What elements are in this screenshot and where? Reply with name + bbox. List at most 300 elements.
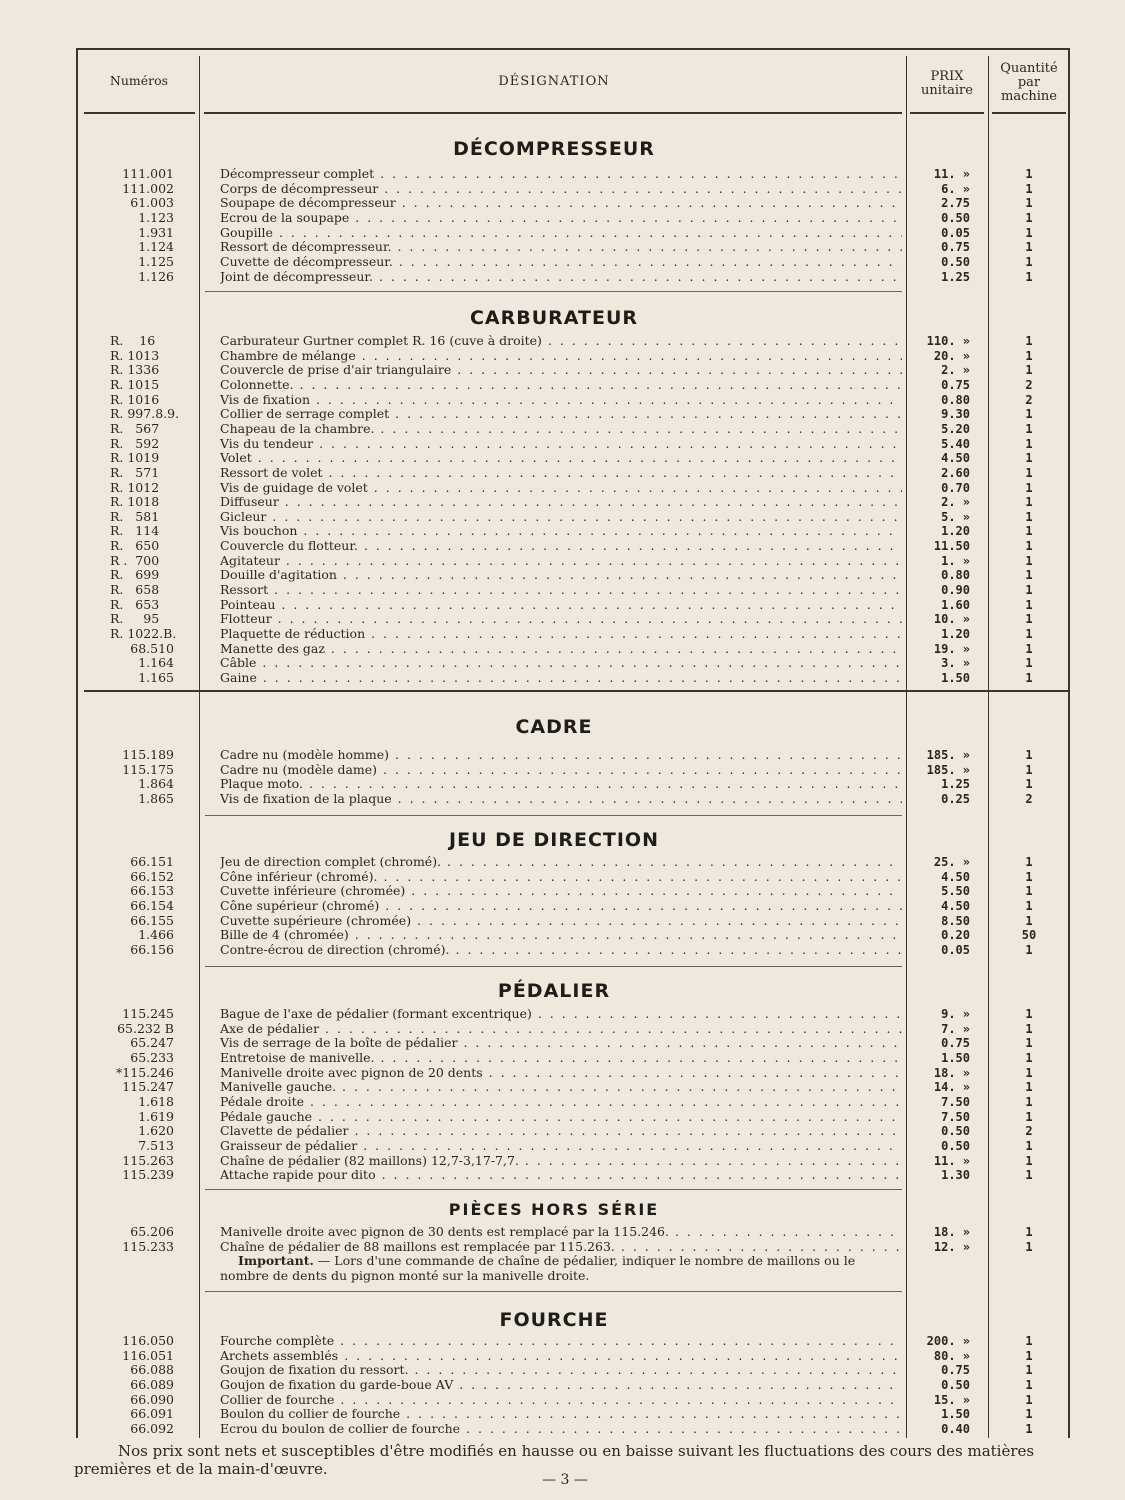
table-row	[0, 554, 1125, 569]
part-number: R. 1016	[110, 391, 160, 407]
header-rule	[992, 112, 1066, 114]
unit-price: 185. »	[926, 748, 970, 762]
quantity: 1	[1025, 1153, 1033, 1168]
section-divider	[205, 1189, 902, 1190]
unit-price: 15. »	[933, 1392, 970, 1407]
table-row	[0, 539, 1125, 554]
table-row	[0, 671, 1125, 686]
part-designation: Ressort de décompresseur. . . .	[220, 240, 902, 255]
table-row	[0, 196, 1125, 211]
part-number: 1.619	[138, 1108, 174, 1124]
part-number: R . 700	[110, 552, 160, 568]
quantity: 1	[1025, 181, 1033, 196]
header-qty-line3: machine	[1001, 89, 1057, 104]
quantity: 2	[1025, 791, 1033, 806]
part-number: 65.206	[130, 1224, 174, 1239]
unit-price: 18. »	[933, 1065, 970, 1080]
part-designation: Vis de guidage de volet . . .	[220, 481, 902, 496]
part-number: 111.001	[122, 166, 174, 181]
part-number: 66.156	[130, 941, 174, 957]
unit-price: 4.50	[941, 869, 970, 884]
quantity: 1	[1025, 1007, 1033, 1021]
part-number: 66.151	[130, 854, 174, 869]
unit-price: 5.20	[941, 421, 970, 436]
part-number: 1.931	[138, 224, 174, 240]
part-number: 66.154	[130, 897, 174, 913]
part-designation: Manivelle droite avec pignon de 20 dents . . .	[220, 1066, 902, 1081]
quantity: 1	[1025, 597, 1033, 612]
section-title: JEU DE DIRECTION	[449, 829, 659, 851]
part-designation: Câble . . .	[220, 656, 902, 671]
part-designation: Cuvette de décompresseur. . . .	[220, 255, 902, 270]
table-row	[0, 1051, 1125, 1066]
part-designation: Vis de fixation de la plaque . . .	[220, 792, 902, 807]
quantity: 1	[1025, 1392, 1033, 1407]
unit-price: 5. »	[941, 509, 970, 524]
unit-price: 0.05	[941, 942, 970, 957]
table-row	[0, 748, 1125, 763]
unit-price: 14. »	[933, 1080, 970, 1095]
table-row	[0, 451, 1125, 466]
unit-price: 4.50	[941, 898, 970, 913]
part-designation: Plaque moto. . . .	[220, 777, 902, 792]
unit-price: 0.50	[941, 1138, 970, 1153]
unit-price: 10. »	[933, 612, 970, 627]
section-divider	[205, 1291, 902, 1292]
header-rule	[910, 112, 984, 114]
part-designation: Pédale gauche . . .	[220, 1110, 902, 1125]
part-designation: Volet . . .	[220, 451, 902, 466]
part-designation: Chaîne de pédalier de 88 maillons est remplacée par 115.263. . . .	[220, 1240, 902, 1255]
part-number: R. 658	[110, 582, 160, 598]
unit-price: 0.25	[941, 791, 970, 806]
quantity: 1	[1025, 583, 1033, 598]
unit-price: 1.50	[941, 670, 970, 685]
part-designation: Jeu de direction complet (chromé). . . .	[220, 855, 902, 870]
quantity: 1	[1025, 348, 1033, 363]
table-row	[0, 510, 1125, 525]
quantity: 1	[1025, 480, 1033, 495]
quantity: 2	[1025, 1124, 1033, 1139]
unit-price: 2. »	[941, 363, 970, 378]
part-number: 1.620	[138, 1123, 174, 1139]
part-number: R. 592	[110, 435, 160, 451]
quantity: 1	[1025, 334, 1033, 348]
table-row	[0, 1422, 1125, 1437]
part-designation: Graisseur de pédalier . . .	[220, 1139, 902, 1154]
section-title: PÉDALIER	[497, 980, 611, 1002]
table-row	[0, 1334, 1125, 1349]
quantity: 1	[1025, 269, 1033, 284]
part-number: 66.090	[130, 1391, 174, 1407]
unit-price: 0.20	[941, 928, 970, 943]
part-designation: Corps de décompresseur . . .	[220, 182, 902, 197]
unit-price: 4.50	[941, 451, 970, 466]
part-number: R. 650	[110, 538, 160, 554]
table-row	[0, 792, 1125, 807]
unit-price: 0.75	[941, 377, 970, 392]
table-row	[0, 855, 1125, 870]
table-row	[0, 943, 1125, 958]
table-row	[0, 870, 1125, 885]
unit-price: 0.90	[941, 583, 970, 598]
unit-price: 1.60	[941, 597, 970, 612]
part-designation: Couvercle du flotteur. . . .	[220, 539, 902, 554]
part-designation: Manivelle gauche. . . .	[220, 1080, 902, 1095]
unit-price: 0.50	[941, 254, 970, 269]
table-row	[0, 1363, 1125, 1378]
section-divider	[205, 291, 902, 292]
part-designation: Ressort de volet . . .	[220, 466, 902, 481]
part-number: R. 1336	[110, 362, 160, 378]
part-number: 61.003	[130, 195, 174, 211]
table-row	[0, 1080, 1125, 1095]
quantity: 1	[1025, 524, 1033, 539]
part-designation: Vis du tendeur . . .	[220, 437, 902, 452]
part-number: 1.124	[138, 239, 174, 255]
part-designation: Cuvette supérieure (chromée) . . .	[220, 914, 902, 929]
part-designation: Clavette de pédalier . . .	[220, 1124, 902, 1139]
part-number: R. 16	[110, 333, 156, 348]
quantity: 1	[1025, 254, 1033, 269]
quantity: 1	[1025, 1377, 1033, 1392]
part-number: 1.618	[138, 1093, 174, 1109]
note-text: — Lors d'une commande de chaîne de pédalier, indiquer le nombre de maillons ou le nombre de dents du pignon monté sur la manivelle droite.	[220, 1253, 856, 1283]
table-row	[0, 481, 1125, 496]
header-quantite	[990, 62, 1068, 104]
unit-price: 0.50	[941, 1124, 970, 1139]
table-row	[0, 598, 1125, 613]
part-designation: Joint de décompresseur. . . .	[220, 270, 902, 285]
table-row	[0, 627, 1125, 642]
part-number: *115.246	[116, 1064, 174, 1080]
section-divider	[84, 690, 1068, 692]
section-title: CADRE	[515, 716, 593, 738]
part-number: 66.152	[130, 868, 174, 884]
unit-price: 7.50	[941, 1109, 970, 1124]
table-row	[0, 656, 1125, 671]
part-designation: Contre-écrou de direction (chromé). . . .	[220, 943, 902, 958]
part-number: 1.164	[138, 655, 174, 671]
table-row	[0, 393, 1125, 408]
quantity: 1	[1025, 1168, 1033, 1183]
unit-price: 11. »	[933, 1153, 970, 1168]
table-row	[0, 1022, 1125, 1037]
table-row	[0, 1095, 1125, 1110]
table-row	[0, 612, 1125, 627]
table-row	[0, 1378, 1125, 1393]
table-row	[0, 363, 1125, 378]
part-designation: Vis de serrage de la boîte de pédalier . . .	[220, 1036, 902, 1051]
unit-price: 1.25	[941, 269, 970, 284]
section-title: CARBURATEUR	[469, 307, 639, 329]
unit-price: 0.50	[941, 210, 970, 225]
part-number: R. 567	[110, 420, 160, 436]
part-designation: Cône inférieur (chromé). . . .	[220, 870, 902, 885]
unit-price: 11. »	[933, 167, 970, 181]
quantity: 1	[1025, 539, 1033, 554]
table-row	[0, 899, 1125, 914]
part-number: R. 1012	[110, 479, 160, 495]
quantity: 1	[1025, 1050, 1033, 1065]
part-designation: Ressort . . .	[220, 583, 902, 598]
unit-price: 1.20	[941, 524, 970, 539]
part-number: 66.153	[130, 883, 174, 899]
part-number: 66.088	[130, 1362, 174, 1378]
part-designation: Pédale droite . . .	[220, 1095, 902, 1110]
part-number: R. 1013	[110, 347, 160, 363]
part-designation: Bague de l'axe de pédalier (formant excentrique) . . .	[220, 1007, 902, 1022]
part-designation: Entretoise de manivelle. . . .	[220, 1051, 902, 1066]
part-number: 1.165	[138, 669, 174, 685]
part-number: 66.091	[130, 1406, 174, 1422]
unit-price: 2.60	[941, 465, 970, 480]
footer-line1: Nos prix sont nets et susceptibles d'être modifiés en hausse ou en baisse suivant les fluctuations des cours des matières	[118, 1442, 1035, 1460]
part-designation: Flotteur . . .	[220, 612, 902, 627]
part-designation: Soupape de décompresseur . . .	[220, 196, 902, 211]
quantity: 1	[1025, 1334, 1033, 1348]
part-designation: Goujon de fixation du ressort. . . .	[220, 1363, 902, 1378]
part-number: R. 1018	[110, 494, 160, 510]
part-number: 65.232 B	[117, 1020, 174, 1036]
part-number: 1.123	[138, 209, 174, 225]
table-row	[0, 495, 1125, 510]
part-number: 1.126	[138, 268, 174, 284]
table-row	[0, 349, 1125, 364]
part-number: R. 1019	[110, 450, 160, 466]
part-number: R. 1022.B.	[110, 626, 177, 641]
quantity: 1	[1025, 363, 1033, 378]
table-row	[0, 182, 1125, 197]
quantity: 1	[1025, 1363, 1033, 1378]
part-designation: Gicleur . . .	[220, 510, 902, 525]
part-designation: Décompresseur complet . . .	[220, 167, 902, 182]
unit-price: 5.50	[941, 884, 970, 899]
part-number: 7.513	[138, 1137, 174, 1153]
part-number: 66.155	[130, 912, 174, 928]
table-row	[0, 1393, 1125, 1408]
part-designation: Attache rapide pour dito . . .	[220, 1168, 902, 1183]
unit-price: 1.25	[941, 777, 970, 792]
unit-price: 0.80	[941, 392, 970, 407]
part-number: 115.245	[122, 1006, 174, 1021]
table-row	[0, 1240, 1125, 1255]
quantity: 1	[1025, 777, 1033, 792]
quantity: 1	[1025, 167, 1033, 181]
table-row	[0, 1066, 1125, 1081]
part-designation: Plaquette de réduction . . .	[220, 627, 902, 642]
quantity: 1	[1025, 748, 1033, 762]
part-number: 65.233	[130, 1049, 174, 1065]
part-designation: Cadre nu (modèle dame) . . .	[220, 763, 902, 778]
part-designation: Pointeau . . .	[220, 598, 902, 613]
part-number: 111.002	[122, 180, 174, 196]
table-row	[0, 1225, 1125, 1240]
unit-price: 1.20	[941, 627, 970, 641]
unit-price: 2.75	[941, 196, 970, 211]
part-number: R. 997.8.9.	[110, 406, 180, 422]
unit-price: 6. »	[941, 181, 970, 196]
quantity: 1	[1025, 210, 1033, 225]
quantity: 1	[1025, 1065, 1033, 1080]
quantity: 1	[1025, 1421, 1033, 1436]
unit-price: 9.30	[941, 407, 970, 422]
quantity: 1	[1025, 1225, 1033, 1239]
header-rule	[84, 112, 195, 114]
table-row	[0, 583, 1125, 598]
part-number: 115.175	[122, 761, 174, 777]
part-number: 115.233	[122, 1238, 174, 1254]
part-designation: Boulon du collier de fourche . . .	[220, 1407, 902, 1422]
part-designation: Goujon de fixation du garde-boue AV . . .	[220, 1378, 902, 1393]
table-row	[0, 763, 1125, 778]
table-row	[0, 270, 1125, 285]
table-row	[0, 255, 1125, 270]
table-row	[0, 1124, 1125, 1139]
table-row	[0, 1154, 1125, 1169]
quantity: 1	[1025, 225, 1033, 240]
table-row	[0, 1139, 1125, 1154]
unit-price: 8.50	[941, 913, 970, 928]
unit-price: 1.30	[941, 1168, 970, 1183]
table-row	[0, 240, 1125, 255]
unit-price: 12. »	[933, 1239, 970, 1254]
quantity: 1	[1025, 869, 1033, 884]
quantity: 1	[1025, 641, 1033, 656]
part-number: R. 653	[110, 596, 160, 612]
part-designation: Collier de serrage complet . . .	[220, 407, 902, 422]
quantity: 1	[1025, 407, 1033, 422]
part-designation: Ecrou de la soupape . . .	[220, 211, 902, 226]
part-designation: Couvercle de prise d'air triangulaire . . .	[220, 363, 902, 378]
table-row	[0, 524, 1125, 539]
unit-price: 1. »	[941, 553, 970, 568]
table-row	[0, 1168, 1125, 1183]
part-designation: Colonnette. . . .	[220, 378, 902, 393]
quantity: 1	[1025, 1138, 1033, 1153]
part-number: 68.510	[130, 640, 174, 656]
note-label: Important.	[238, 1253, 314, 1269]
table-row	[0, 642, 1125, 657]
quantity: 50	[1021, 928, 1037, 943]
table-row	[0, 1110, 1125, 1125]
quantity: 1	[1025, 421, 1033, 436]
header-qty-line1: Quantité	[1000, 61, 1058, 76]
unit-price: 25. »	[933, 855, 970, 869]
quantity: 1	[1025, 942, 1033, 957]
unit-price: 9. »	[941, 1007, 970, 1021]
header-designation: DÉSIGNATION	[498, 74, 610, 89]
part-number: 115.263	[122, 1152, 174, 1168]
quantity: 1	[1025, 670, 1033, 685]
part-number: R. 699	[110, 567, 160, 583]
unit-price: 7. »	[941, 1021, 970, 1036]
header-prix	[908, 70, 986, 98]
part-designation: Ecrou du boulon de collier de fourche . . .	[220, 1422, 902, 1437]
part-designation: Manette des gaz . . .	[220, 642, 902, 657]
table-row	[0, 914, 1125, 929]
part-number: 1.864	[138, 776, 174, 792]
quantity: 1	[1025, 913, 1033, 928]
table-row	[0, 407, 1125, 422]
table-row	[0, 1407, 1125, 1422]
unit-price: 20. »	[933, 348, 970, 363]
header-prix-line2: unitaire	[921, 83, 973, 98]
part-designation: Vis bouchon . . .	[220, 524, 902, 539]
header-qty-line2: par	[1017, 75, 1041, 90]
header-prix-line1: PRIX	[930, 69, 964, 84]
quantity: 1	[1025, 568, 1033, 583]
part-designation: Agitateur . . .	[220, 554, 902, 569]
unit-price: 200. »	[926, 1334, 970, 1348]
table-row	[0, 1349, 1125, 1364]
unit-price: 0.40	[941, 1421, 970, 1436]
quantity: 1	[1025, 612, 1033, 627]
unit-price: 0.75	[941, 240, 970, 255]
table-row	[0, 928, 1125, 943]
unit-price: 11.50	[933, 539, 970, 554]
part-number: R. 114	[110, 523, 160, 539]
quantity: 1	[1025, 1021, 1033, 1036]
header-numeros: Numéros	[109, 73, 169, 88]
part-number: R. 581	[110, 508, 160, 524]
unit-price: 2. »	[941, 495, 970, 510]
quantity: 1	[1025, 656, 1033, 671]
quantity: 1	[1025, 240, 1033, 255]
quantity: 1	[1025, 627, 1033, 641]
quantity: 1	[1025, 1080, 1033, 1095]
part-designation: Collier de fourche . . .	[220, 1393, 902, 1408]
part-designation: Cadre nu (modèle homme) . . .	[220, 748, 902, 763]
part-number: 66.089	[130, 1376, 174, 1392]
section-title: FOURCHE	[499, 1309, 609, 1331]
table-row	[0, 466, 1125, 481]
unit-price: 19. »	[933, 641, 970, 656]
table-row	[0, 568, 1125, 583]
part-number: R. 571	[110, 464, 160, 480]
part-number: 115.239	[122, 1167, 174, 1183]
unit-price: 18. »	[933, 1225, 970, 1239]
table-row	[0, 1036, 1125, 1051]
part-designation: Manivelle droite avec pignon de 30 dents est remplacé par la 115.246. . . .	[220, 1225, 902, 1240]
part-designation: Axe de pédalier . . .	[220, 1022, 902, 1037]
part-designation: Archets assemblés . . .	[220, 1349, 902, 1364]
unit-price: 0.50	[941, 1377, 970, 1392]
part-designation: Chapeau de la chambre. . . .	[220, 422, 902, 437]
quantity: 1	[1025, 465, 1033, 480]
part-designation: Cuvette inférieure (chromée) . . .	[220, 884, 902, 899]
page-number: — 3 —	[542, 1472, 588, 1488]
quantity: 1	[1025, 196, 1033, 211]
part-number: 115.247	[122, 1079, 174, 1095]
part-designation: Vis de fixation . . .	[220, 393, 902, 408]
quantity: 1	[1025, 762, 1033, 777]
part-designation: Fourche complète . . .	[220, 1334, 902, 1349]
quantity: 1	[1025, 898, 1033, 913]
unit-price: 5.40	[941, 436, 970, 451]
unit-price: 1.50	[941, 1407, 970, 1422]
unit-price: 0.75	[941, 1363, 970, 1378]
part-number: R. 1015	[110, 376, 160, 392]
part-number: 116.050	[122, 1333, 174, 1348]
section-divider	[205, 966, 902, 967]
part-designation: Douille d'agitation . . .	[220, 568, 902, 583]
quantity: 1	[1025, 1348, 1033, 1363]
part-number: 116.051	[122, 1347, 174, 1363]
part-number: 1.865	[138, 790, 174, 806]
part-designation: Diffuseur . . .	[220, 495, 902, 510]
table-row	[0, 437, 1125, 452]
